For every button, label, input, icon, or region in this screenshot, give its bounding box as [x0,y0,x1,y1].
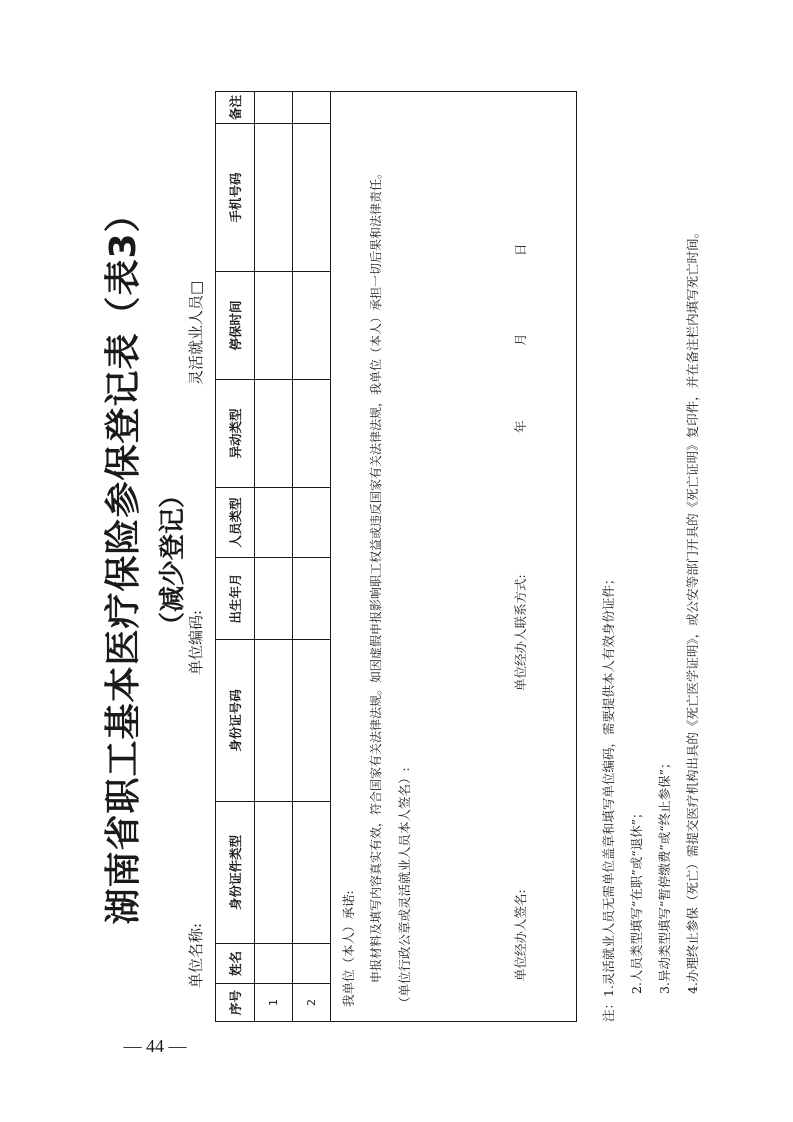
header-remarks: 备注 [216,92,255,124]
commitment-body: 申报材料及填写内容真实有效，符合国家有关法律法规。如因虚假申报影响职工权益或违反国家有关法律法规，我单位（本人）承担一切后果和法律责任。 [369,166,383,983]
name-cell[interactable] [293,944,331,984]
date-year-label: 年 [513,420,528,433]
header-name: 姓名 [216,944,255,984]
phone-cell[interactable] [255,124,293,272]
unit-seal-signature-label: （单位行政公章或灵活就业人员本人签名）: [397,767,412,1009]
note-item: 注：1.灵活就业人员无需单位盖章和填写单位编码，需要提供本人有效身份证件； [601,572,616,1022]
table-row [293,92,331,1022]
stop-time-cell[interactable] [255,272,293,380]
remarks-cell[interactable] [293,92,331,124]
header-stop-time: 停保时间 [216,272,255,380]
table-header-row [216,92,255,1022]
person-type-cell[interactable] [293,488,331,558]
note-item: 2.人员类型填写“在职”或“退休”； [629,806,644,994]
id-type-cell[interactable] [293,802,331,944]
page-number: — 44 — [123,1036,187,1056]
note-item: 3.异动类型填写“暂停缴费”或“终止参保”； [657,756,672,994]
change-type-cell[interactable] [293,380,331,488]
row-index-cell: 2 [293,984,331,1022]
flexible-employment-checkbox[interactable]: □ [187,280,205,295]
form-subtitle: （减少登记） [158,482,188,639]
name-cell[interactable] [255,944,293,984]
commitment-row [331,92,577,1022]
registration-form-sheet [80,20,700,1100]
notes-section [595,226,707,1022]
stop-time-cell[interactable] [293,272,331,380]
date-month-label: 月 [513,333,528,346]
flexible-employment-label: 灵活就业人员 [187,294,205,385]
date-day-label: 日 [513,243,528,256]
row-index-cell: 1 [255,984,293,1022]
remarks-cell[interactable] [255,92,293,124]
handler-contact-label: 单位经办人联系方式: [513,574,528,691]
handler-signature-label: 单位经办人签名: [513,889,528,981]
header-change-type: 异动类型 [216,380,255,488]
flexible-employment-option[interactable] [185,281,206,385]
commitment-cell [331,92,577,1022]
id-number-cell[interactable] [255,640,293,802]
phone-cell[interactable] [293,124,331,272]
table-row [255,92,293,1022]
birth-date-cell[interactable] [293,558,331,640]
note-item: 4.办理终止参保（死亡）需提交医疗机构出具的《死亡医学证明》，或公安等部门开具的《死亡证明》复印件，并在备注栏内填写死亡时间。 [685,225,700,994]
id-number-cell[interactable] [293,640,331,802]
header-birth-date: 出生年月 [216,558,255,640]
header-id-number: 身份证号码 [216,640,255,802]
person-type-cell[interactable] [255,488,293,558]
header-person-type: 人员类型 [216,488,255,558]
registration-table [215,91,577,1022]
unit-code-label: 单位编码: [187,609,205,675]
unit-name-label: 单位名称: [187,922,205,988]
id-type-cell[interactable] [255,802,293,944]
header-id-type: 身份证件类型 [216,802,255,944]
header-index: 序号 [216,984,255,1022]
change-type-cell[interactable] [255,380,293,488]
form-title: 湖南省职工基本医疗保险参保登记表（表3） [103,195,144,925]
commitment-heading: 我单位（本人）承诺: [341,890,356,1007]
birth-date-cell[interactable] [255,558,293,640]
header-phone: 手机号码 [216,124,255,272]
